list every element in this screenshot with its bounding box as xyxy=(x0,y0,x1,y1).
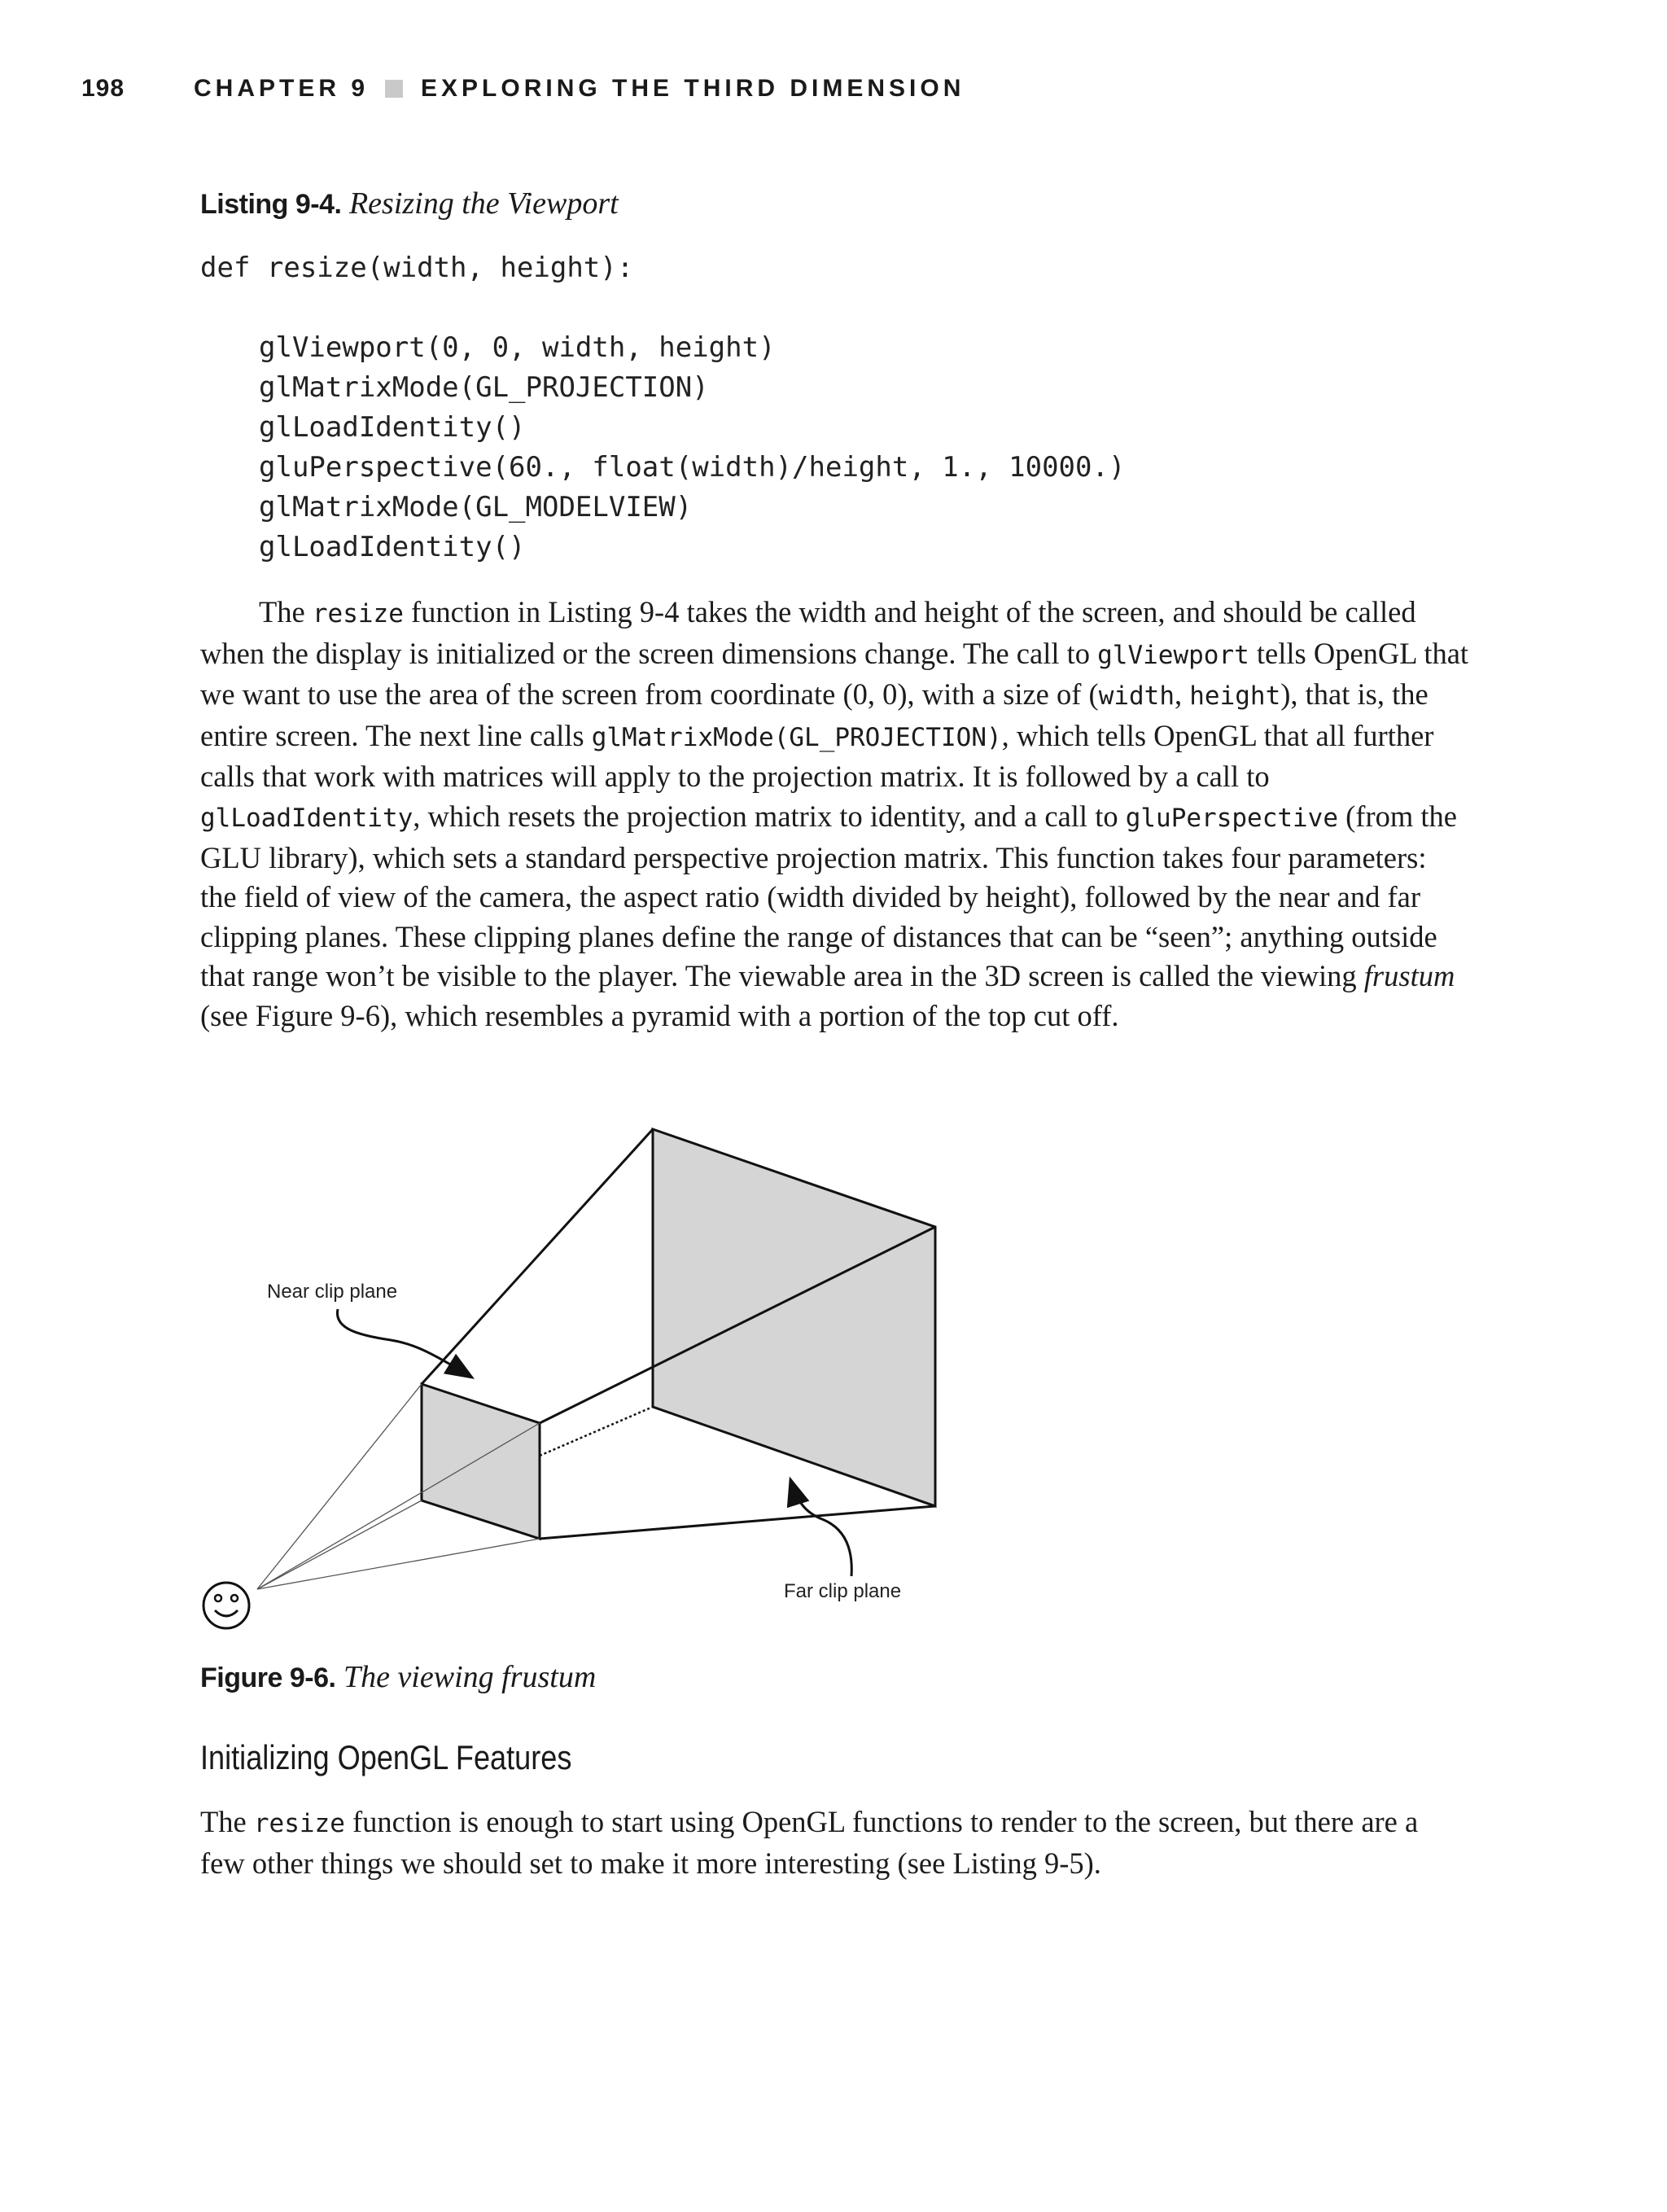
text-run: The xyxy=(259,595,313,629)
chapter-title: EXPLORING THE THIRD DIMENSION xyxy=(421,75,965,102)
smiley-face-icon xyxy=(203,1583,249,1628)
frustum-edge-bottom-right xyxy=(540,1506,935,1539)
far-clip-label: Far clip plane xyxy=(784,1580,902,1602)
inline-code: glMatrixMode(GL_PROJECTION) xyxy=(591,722,1002,752)
text-run: , which resets the projection matrix to identity, and a call to xyxy=(413,799,1126,833)
text-run: The xyxy=(200,1805,254,1838)
body-paragraph-2 xyxy=(200,1802,1470,1883)
emphasis: frustum xyxy=(1363,959,1455,993)
text-run: (see Figure 9-6), which resembles a pyramid with a portion of the top cut off. xyxy=(200,998,1119,1032)
inline-code: width xyxy=(1098,681,1175,712)
frustum-diagram xyxy=(195,1115,977,1636)
near-clip-label: Near clip plane xyxy=(267,1281,398,1303)
sight-line xyxy=(257,1500,422,1589)
inline-code: glViewport xyxy=(1097,640,1249,670)
text-run: function in Listing 9-4 takes the width and height of the screen, and should be called when the display is initialized or the screen dimensions change. The call to xyxy=(200,595,1416,670)
far-clip-plane xyxy=(653,1129,935,1506)
running-header xyxy=(194,75,965,103)
near-clip-plane xyxy=(422,1384,540,1539)
far-clip-arrow xyxy=(790,1479,851,1576)
listing-title: Resizing the Viewport xyxy=(348,186,619,221)
text-run: tells OpenGL that we want to use the area of the screen from coordinate (0, 0), with a size of ( xyxy=(200,636,1469,712)
body-paragraph-1 xyxy=(200,593,1470,1036)
text-run: ), that is, the entire screen. The next line calls xyxy=(200,677,1429,752)
listing-caption xyxy=(200,186,619,221)
text-run: (from the GLU library), which sets a standard perspective projection matrix. This function takes four parameters: the field of view of the camera, the aspect ratio (width divided by height), followed by the near and far clipping planes. These clipping planes define the range of distances that can be “seen”; anything outside that range won’t be visible to the player. The viewable area in the 3D screen is called the viewing xyxy=(200,799,1457,993)
text-run: , which tells OpenGL that all further calls that work with matrices will apply to the projection matrix. It is followed by a call to xyxy=(200,718,1434,794)
chapter-number: CHAPTER 9 xyxy=(194,75,370,102)
inline-code: resize xyxy=(312,599,404,629)
inline-code: gluPerspective xyxy=(1125,803,1339,833)
code-function-def: def resize(width, height): xyxy=(200,252,634,284)
inline-code: height xyxy=(1189,681,1281,712)
inline-code: resize xyxy=(253,1809,345,1838)
code-function-body: glViewport(0, 0, width, height) glMatrixMode(GL_PROJECTION) glLoadIdentity() gluPerspective(60., float(width)/height, 1., 10000.) glMatrixMode(GL_MODELVIEW) glLoadIdentity() xyxy=(259,331,1126,563)
section-heading: Initializing OpenGL Features xyxy=(200,1738,572,1776)
inline-code: glLoadIdentity xyxy=(200,803,413,833)
frustum-edge-top-left xyxy=(422,1129,653,1384)
figure-title: The viewing frustum xyxy=(343,1660,597,1694)
figure-caption xyxy=(200,1659,596,1695)
sight-line xyxy=(257,1384,422,1589)
page-number: 198 xyxy=(81,75,125,102)
text-run: , xyxy=(1175,677,1190,712)
listing-label: Listing 9-4. xyxy=(200,189,342,220)
near-clip-arrow xyxy=(337,1309,472,1378)
header-separator-square xyxy=(385,80,403,98)
figure-label: Figure 9-6. xyxy=(200,1662,336,1693)
text-run: function is enough to start using OpenGL functions to render to the screen, but there are a few other things we should set to make it more interesting (see Listing 9-5). xyxy=(200,1805,1419,1880)
